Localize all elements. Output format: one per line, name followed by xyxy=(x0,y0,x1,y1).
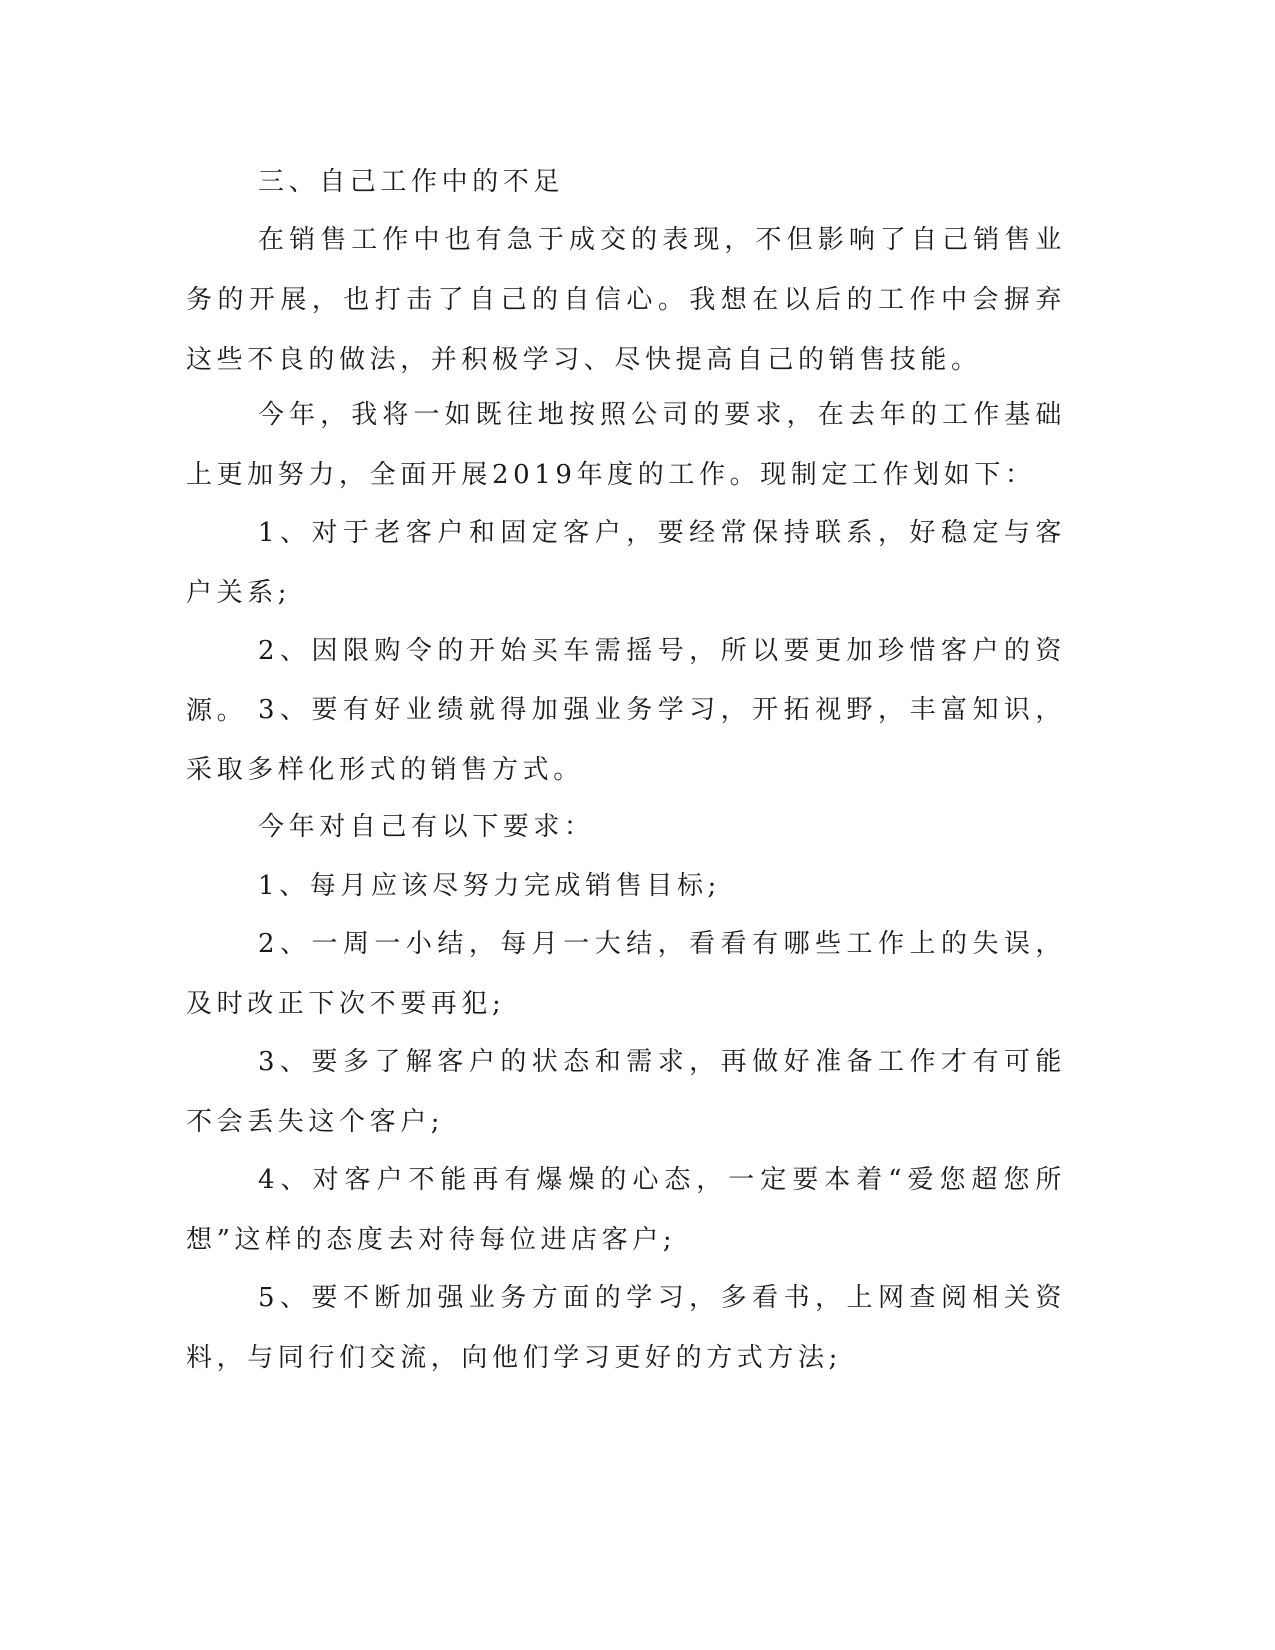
paragraph: 今年对自己有以下要求： xyxy=(258,812,595,842)
list-item: 4、对客户不能再有爆燥的心态，一定要本着“爱您超您所想”这样的态度去对待每位进店客户; xyxy=(186,1165,1066,1256)
list-item: 2、一周一小结，每月一大结，看看有哪些工作上的失误，及时改正下次不要再犯; xyxy=(186,929,1066,1020)
list-item: 3、要多了解客户的状态和需求，再做好准备工作才有可能不会丢失这个客户; xyxy=(186,1047,1066,1138)
paragraph: 今年，我将一如既往地按照公司的要求，在去年的工作基础上更加努力，全面开展2019年度的工作。现制定工作划如下： xyxy=(186,400,1066,491)
list-item: 2、因限购令的开始买车需摇号，所以要更加珍惜客户的资源。 xyxy=(186,636,1066,727)
list-item: 1、每月应该尽努力完成销售目标; xyxy=(258,871,721,901)
paragraph: 在销售工作中也有急于成交的表现，不但影响了自己销售业务的开展，也打击了自己的自信心。我想在以后的工作中会摒弃这些不良的做法，并积极学习、尽快提高自己的销售技能。 xyxy=(186,225,1066,376)
section-heading: 三、自己工作中的不足 xyxy=(258,167,565,197)
list-item: 5、要不断加强业务方面的学习，多看书，上网查阅相关资料，与同行们交流，向他们学习更好的方式方法; xyxy=(186,1283,1066,1374)
list-item: 1、对于老客户和固定客户，要经常保持联系，好稳定与客户关系; xyxy=(186,518,1066,609)
list-item: 3、要有好业绩就得加强业务学习，开拓视野，丰富知识，采取多样化形式的销售方式。 xyxy=(186,695,1066,786)
